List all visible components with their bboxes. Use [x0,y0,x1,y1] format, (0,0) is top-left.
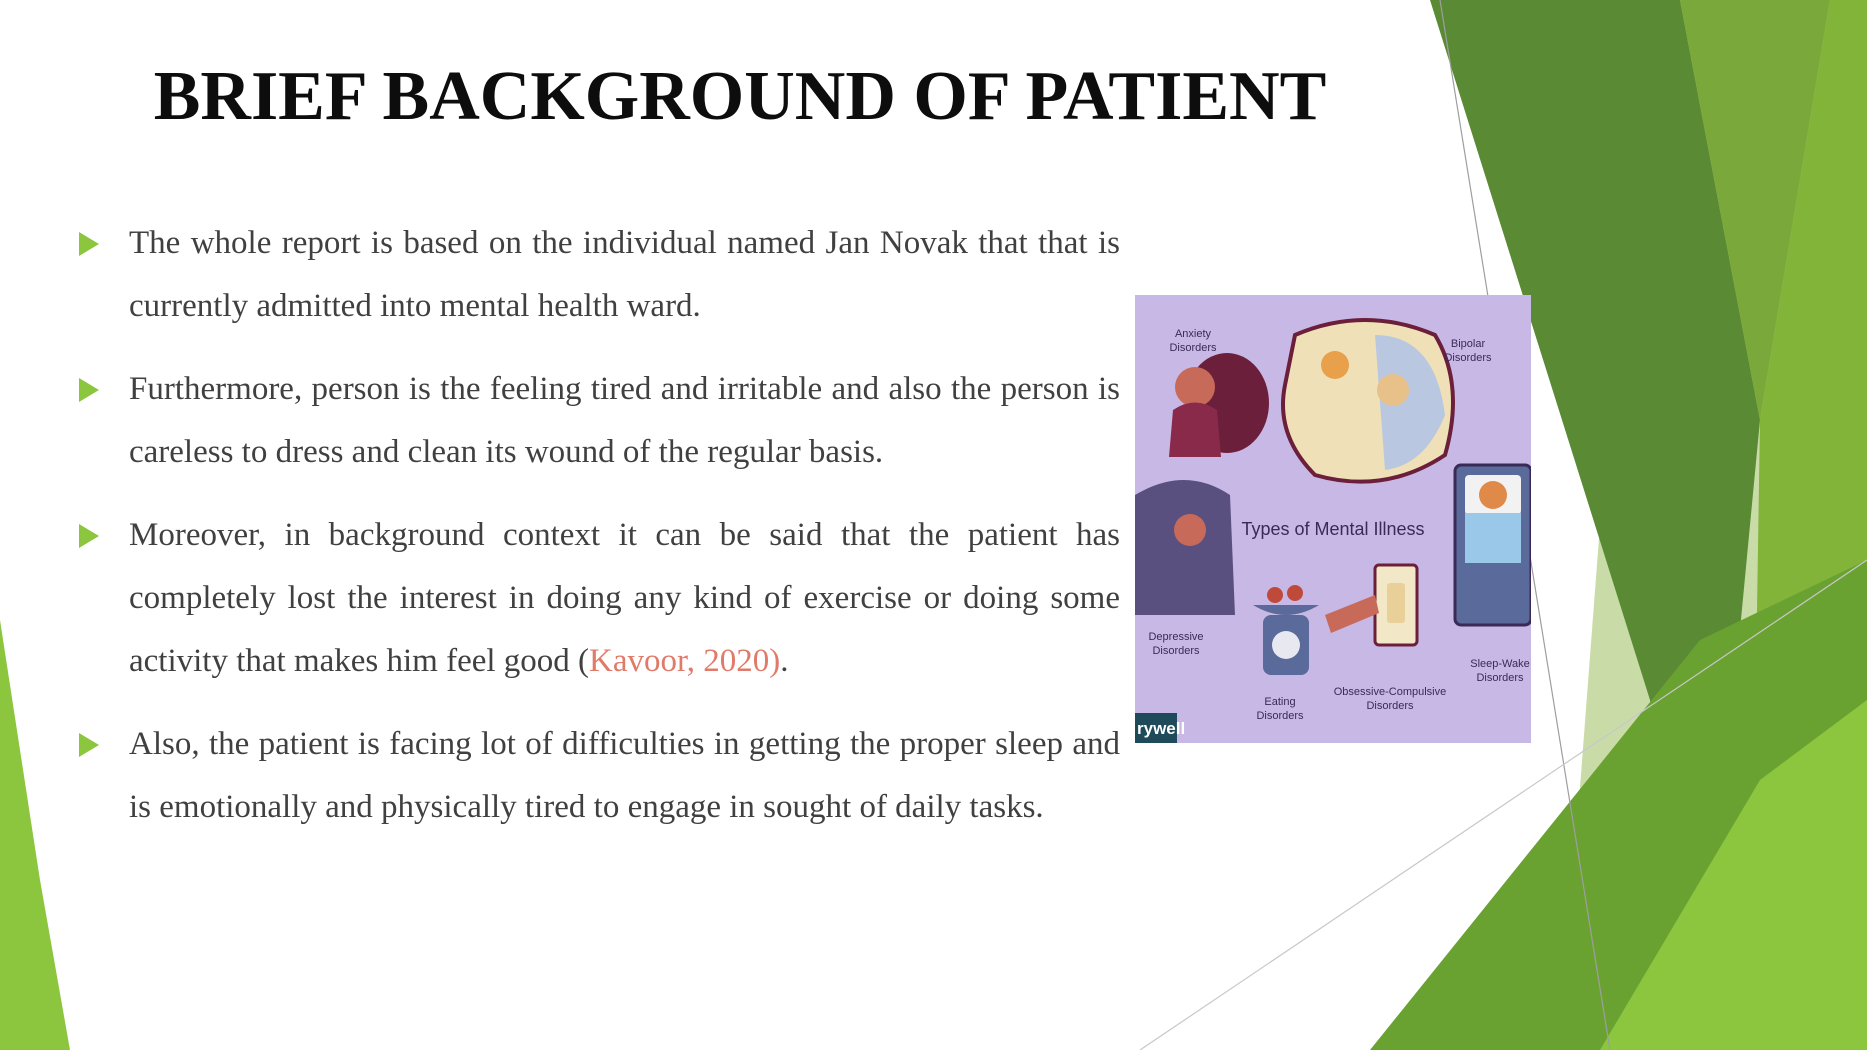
label-bipolar-2: Disorders [1444,352,1492,364]
mental-illness-illustration [1135,295,1531,743]
anxiety-person-icon [1175,367,1215,407]
bullet-text: Also, the patient is facing lot of difficulties in getting the proper sleep and is emotionally and physically tired to engage in sought of daily tasks. [129,726,1120,825]
triangle-bullet-icon [79,733,99,757]
label-depressive-1: Depressive [1148,631,1204,643]
label-anxiety-1: Anxiety [1174,328,1212,340]
label-sleep-1: Sleep-Wake [1470,658,1530,670]
bullet-text: The whole report is based on the individual named Jan Novak that that is currently admitted into mental health ward. [129,225,1120,324]
bullet-text: Moreover, in background context it can be said that the patient has completely lost the interest in doing any kind of exercise or doing some activity that makes him feel good ( [129,517,1120,679]
bullet-item [72,358,1120,484]
bullet-item [72,212,1120,338]
bullet-item [72,504,1120,693]
label-sleep-2: Disorders [1476,672,1524,684]
bullet-text: Furthermore, person is the feeling tired and irritable and also the person is careless to dress and clean its wound of the regular basis. [129,371,1120,470]
triangle-bullet-icon [79,378,99,402]
depressive-person-icon [1135,480,1235,615]
illustration-heading: Types of Mental Illness [1241,519,1425,539]
illustration-drawing [1135,295,1531,743]
label-eating-1: Eating [1264,696,1296,708]
label-anxiety-2: Disorders [1169,342,1217,354]
bullet-item [72,713,1120,839]
triangle-bullet-icon [79,524,99,548]
slide-title: BRIEF BACKGROUND OF PATIENT [153,58,1327,135]
label-depressive-2: Disorders [1152,645,1200,657]
label-bipolar-1: Bipolar [1450,338,1486,350]
watermark-text: rywell [1137,719,1186,738]
bullet-list [72,212,1120,859]
bullet-text-end: . [780,643,789,679]
citation-link[interactable]: Kavoor, 2020) [589,643,781,679]
label-ocd-2: Disorders [1366,700,1414,712]
deco-shape-left-green [0,620,70,1050]
label-ocd-1: Obsessive-Compulsive [1333,686,1447,698]
triangle-bullet-icon [79,232,99,256]
label-eating-2: Disorders [1256,710,1304,722]
